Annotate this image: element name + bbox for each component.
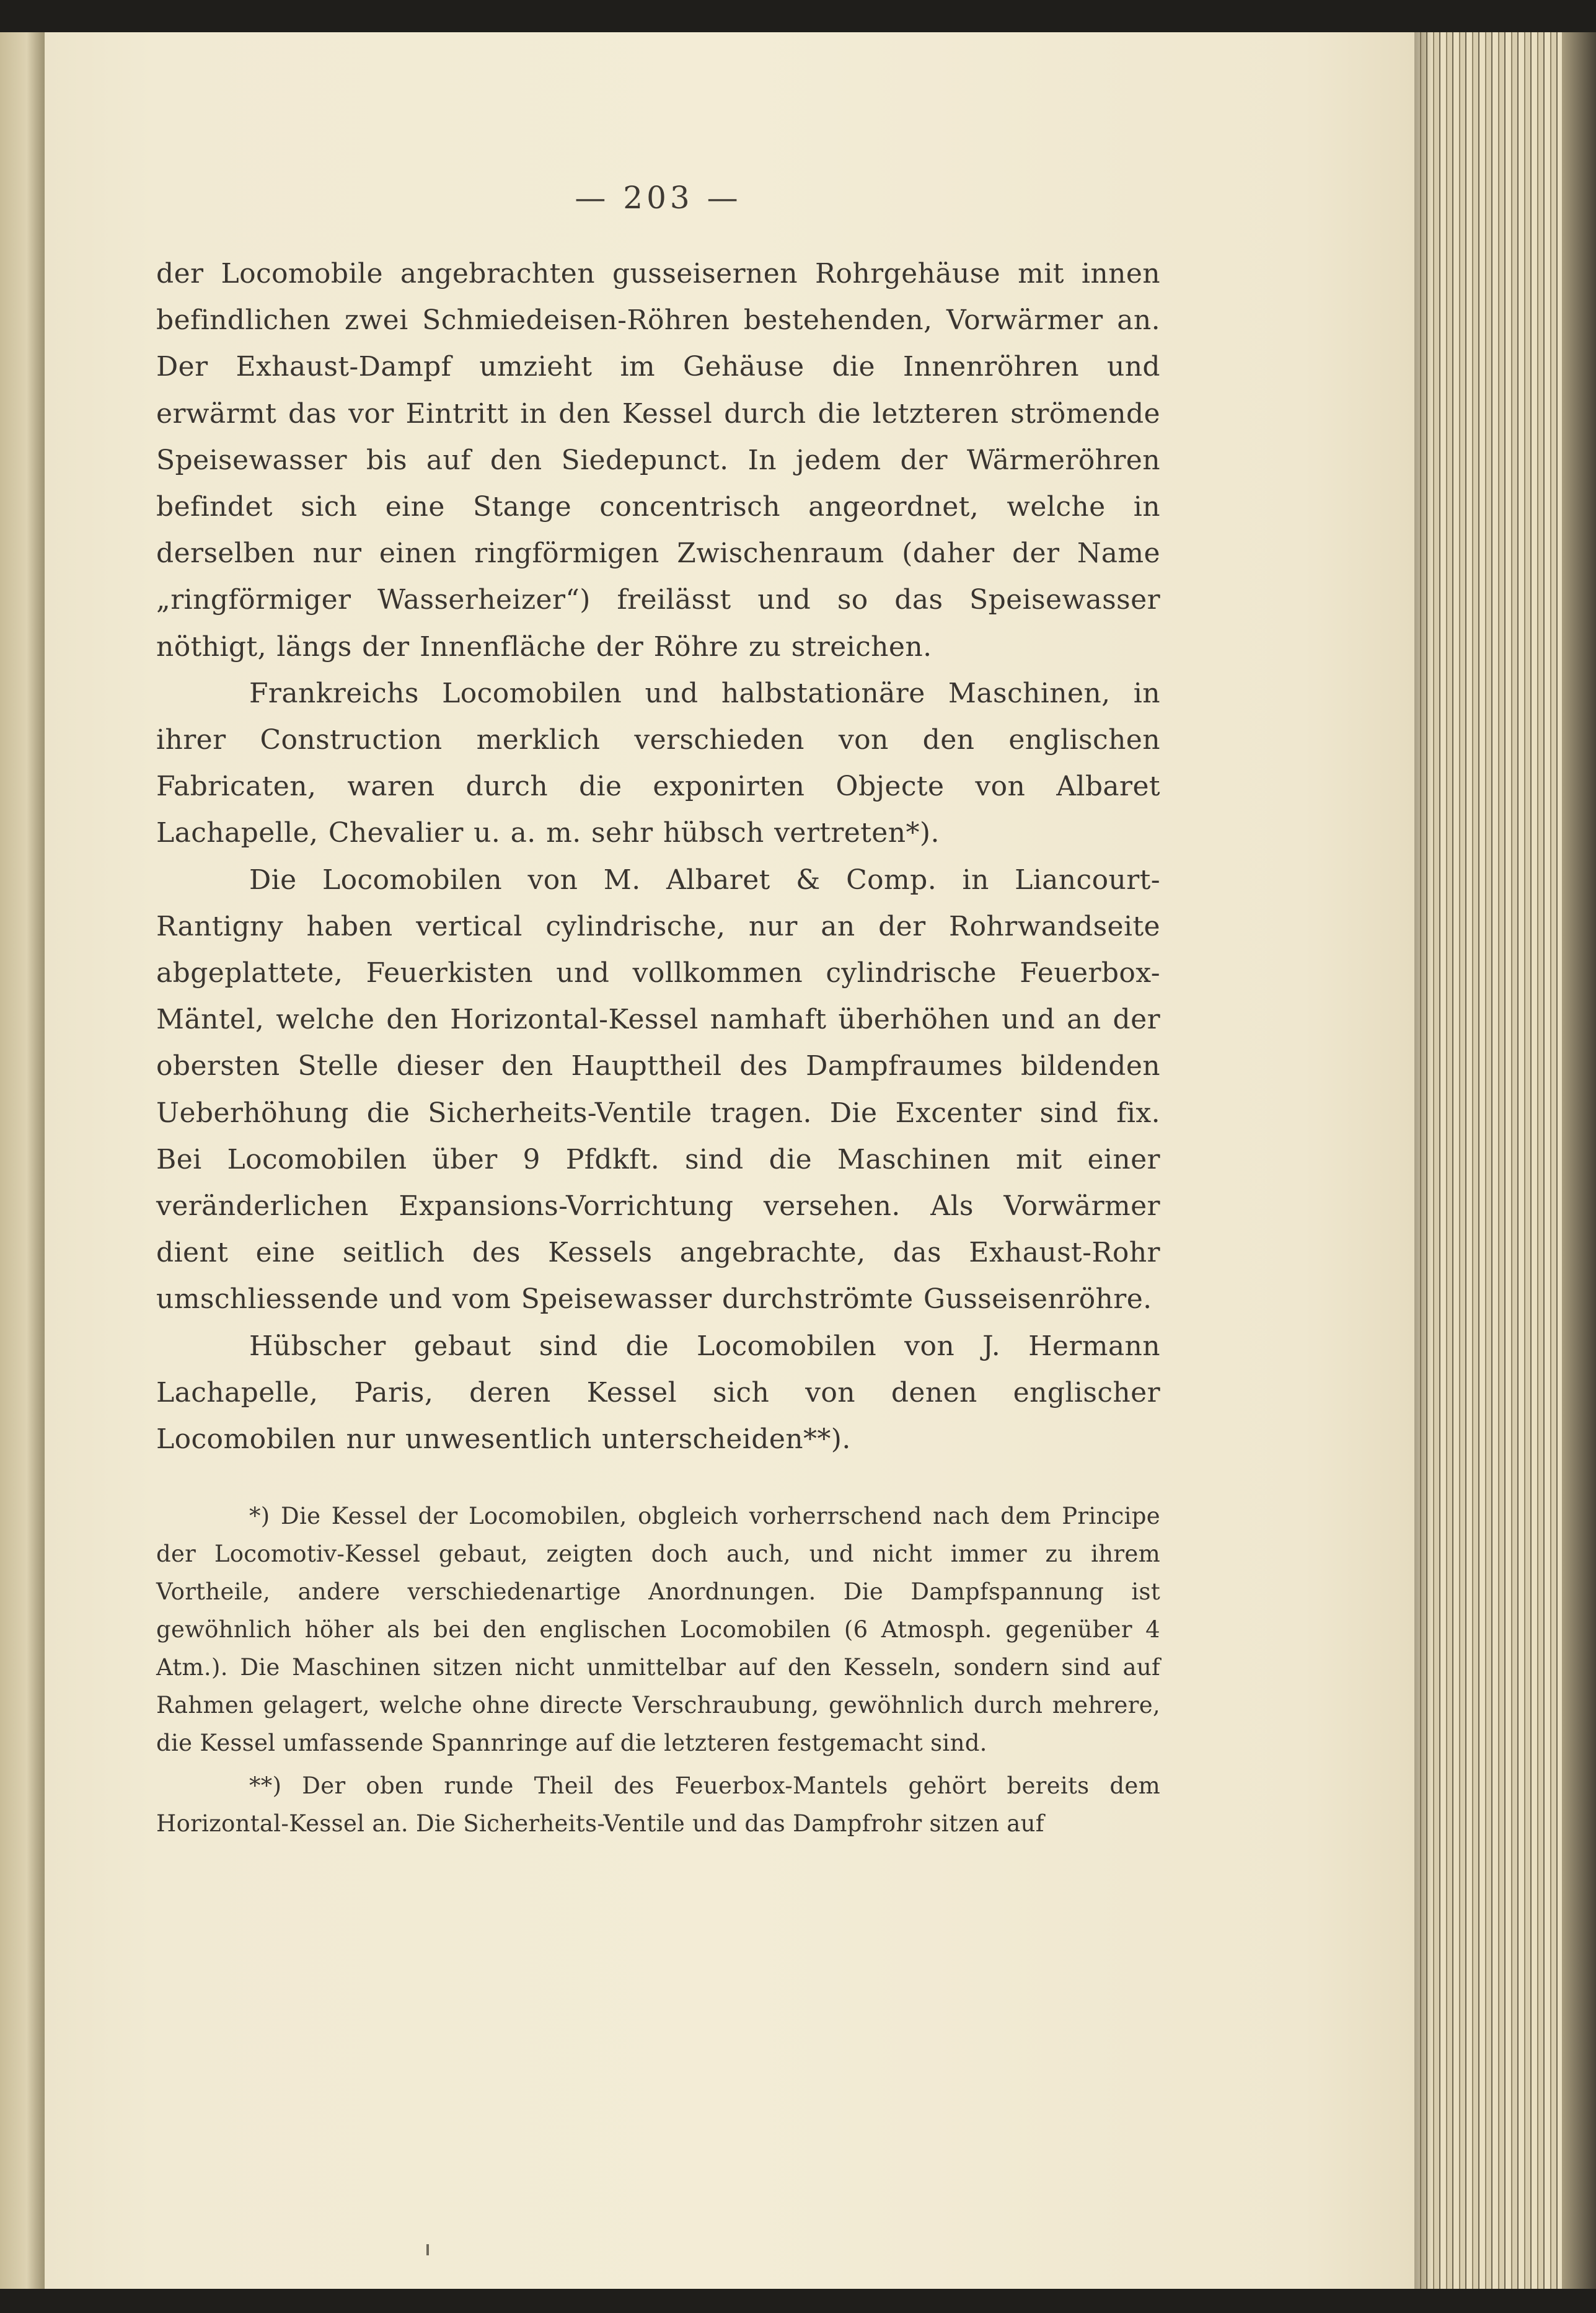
page-text-block (156, 180, 1160, 1842)
scan-bottom-border (0, 2289, 1596, 2313)
paragraph-albaret: Die Locomobilen von M. Albaret & Comp. in Liancourt-Rantigny haben vertical cylindrische, nur an der Rohrwandseite abgeplattete, Feuerkisten und vollkommen cylindrische Feuerbox-Mäntel, welche den Horizontal-Kessel namhaft überhöhen und an der obersten Stelle dieser den Haupttheil des Dampfraumes bildenden Ueberhöhung die Sicherheits-Ventile tragen. Die Excenter sind fix. Bei Locomobilen über 9 Pfdkft. sind die Maschinen mit einer veränderlichen Expansions-Vorrichtung versehen. Als Vorwärmer dient eine seitlich des Kessels angebrachte, das Exhaust-Rohr umschliessende und vom Speisewasser durchströmte Gusseisenröhre. (156, 864, 1160, 1316)
footnote-2: **) Der oben runde Theil des Feuerbox-Mantels gehört bereits dem Horizontal-Kessel an. Die Sicherheits-Ventile und das Dampfrohr sitzen auf (156, 1772, 1160, 1838)
scan-mark (426, 2244, 429, 2255)
book-right-edge (1562, 32, 1596, 2289)
page-edge-shadow (1414, 32, 1433, 2289)
paragraph-frankreichs: Frankreichs Locomobilen und halbstationäre Maschinen, in ihrer Construction merklich verschieden von den englischen Fabricaten, waren durch die exponirten Objecte von Albaret Lachapelle, Chevalier u. a. m. sehr hübsch vertreten*). (156, 677, 1160, 849)
page-number: — 203 — (575, 180, 742, 216)
book-gutter (0, 32, 45, 2289)
scan-top-border (0, 0, 1596, 32)
footnotes (156, 1497, 1160, 1842)
paragraph-continuation: der Locomobile angebrachten gusseisernen Rohrgehäuse mit innen befindlichen zwei Schmiedeisen-Röhren bestehenden, Vorwärmer an. Der Exhaust-Dampf umzieht im Gehäuse die Innenröhren und erwärmt das vor Eintritt in den Kessel durch die letzteren strömende Speisewasser bis auf den Siedepunct. In jedem der Wärmeröhren befindet sich eine Stange concentrisch angeordnet, welche in derselben nur einen ringförmigen Zwischenraum (daher der Name „ringförmiger Wasserheizer“) freilässt und so das Speisewasser nöthigt, längs der Innenfläche der Röhre zu streichen. (156, 258, 1160, 663)
footnote-1: *) Die Kessel der Locomobilen, obgleich vorherrschend nach dem Principe der Locomotiv-Kessel gebaut, zeigten doch auch, und nicht immer zu ihrem Vortheile, andere verschiedenartige Anordnungen. Die Dampfspannung ist gewöhnlich höher als bei den englischen Locomobilen (6 Atmosph. gegenüber 4 Atm.). Die Maschinen sitzen nicht unmittelbar auf den Kesseln, sondern sind auf Rahmen gelagert, welche ohne directe Verschraubung, gewöhnlich durch mehrere, die Kessel umfassende Spannringe auf die letzteren festgemacht sind. (156, 1503, 1160, 1757)
paragraph-hermann: Hübscher gebaut sind die Locomobilen von J. Hermann Lachapelle, Paris, deren Kessel sich von denen englischer Locomobilen nur unwesentlich unterscheiden**). (156, 1330, 1160, 1456)
